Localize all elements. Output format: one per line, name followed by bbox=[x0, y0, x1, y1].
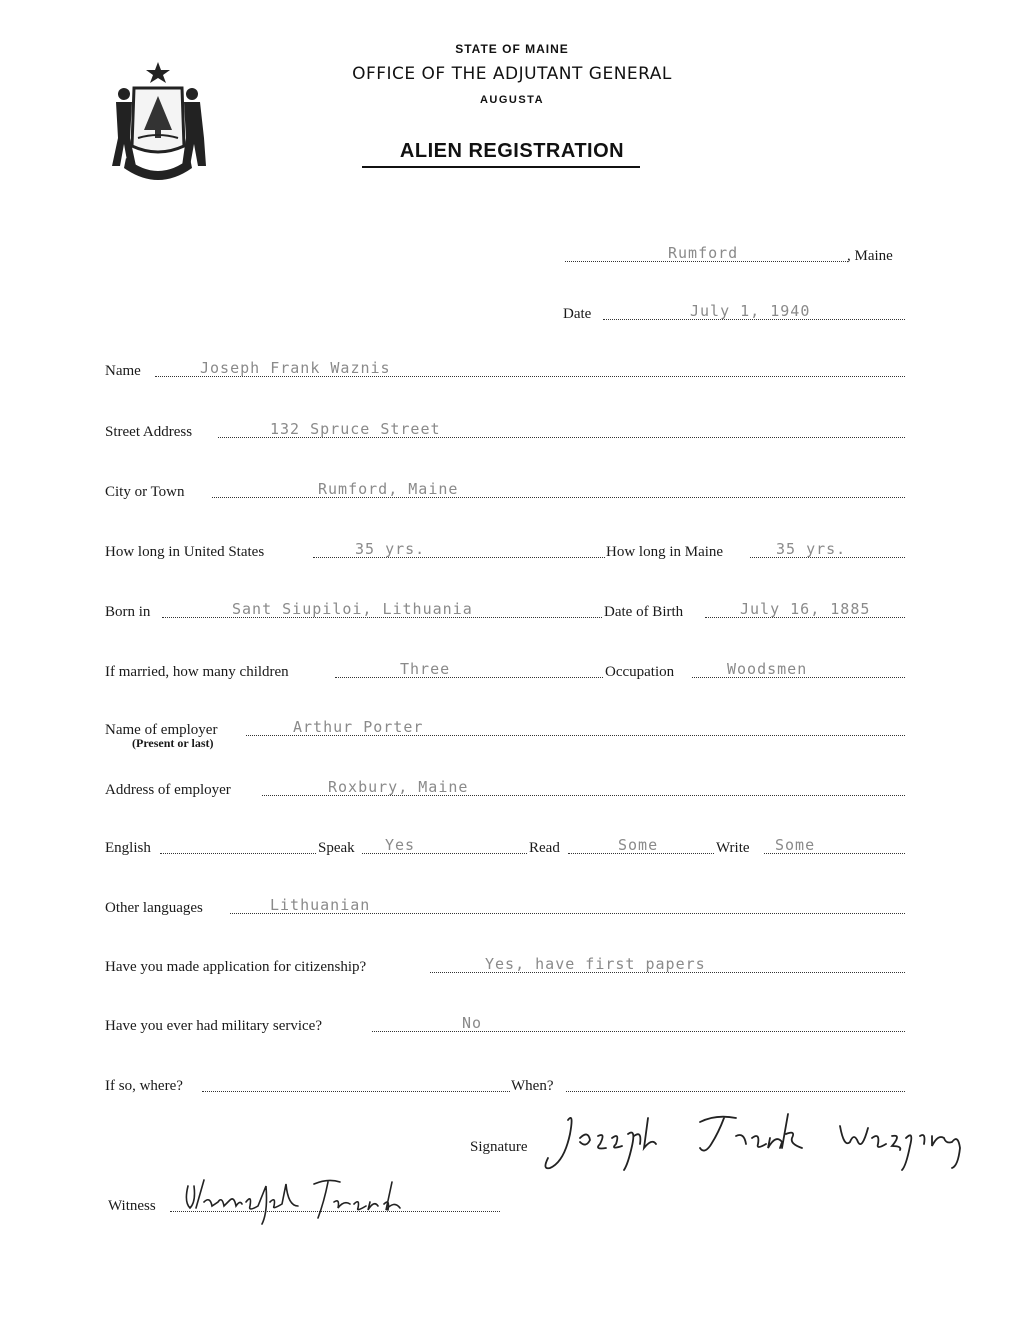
location-row bbox=[0, 240, 1024, 264]
birth-row bbox=[0, 596, 1024, 620]
employer-value: Arthur Porter bbox=[293, 718, 424, 736]
english-row bbox=[0, 832, 1024, 856]
employer-label: Name of employer bbox=[105, 722, 218, 738]
military-line bbox=[372, 1031, 905, 1032]
witness-label: Witness bbox=[108, 1198, 156, 1214]
children-label: If married, how many children bbox=[105, 664, 289, 680]
city-line bbox=[212, 497, 905, 498]
speak-label: Speak bbox=[318, 840, 355, 856]
citizenship-label: Have you made application for citizenship? bbox=[105, 959, 367, 975]
english-line bbox=[160, 853, 316, 854]
birth-date-value: July 16, 1885 bbox=[740, 600, 871, 618]
military-value: No bbox=[462, 1014, 483, 1032]
speak-value: Yes bbox=[385, 836, 416, 854]
employer-row bbox=[0, 714, 1024, 738]
witness-handwriting-icon bbox=[178, 1172, 408, 1232]
birth-date-label: Date of Birth bbox=[604, 604, 684, 620]
witness-row bbox=[0, 1190, 1024, 1214]
languages-row bbox=[0, 892, 1024, 916]
family-row bbox=[0, 656, 1024, 680]
name-value: Joseph Frank Waznis bbox=[200, 359, 391, 377]
title-underline bbox=[362, 166, 640, 168]
header-office: OFFICE OF THE ADJUTANT GENERAL bbox=[352, 64, 672, 84]
signature-label: Signature bbox=[470, 1139, 528, 1155]
date-label: Date bbox=[563, 306, 592, 322]
seal-motto: DIRIGO bbox=[143, 158, 181, 168]
date-row bbox=[0, 298, 1024, 322]
english-label: English bbox=[105, 840, 151, 856]
street-label: Street Address bbox=[105, 424, 193, 440]
location-value: Rumford bbox=[668, 244, 739, 262]
city-row bbox=[0, 476, 1024, 500]
write-value: Some bbox=[775, 836, 816, 854]
location-suffix: , Maine bbox=[847, 248, 893, 264]
military-row bbox=[0, 1010, 1024, 1034]
employer-address-row bbox=[0, 774, 1024, 798]
form-title: ALIEN REGISTRATION bbox=[399, 140, 625, 162]
occupation-label: Occupation bbox=[605, 664, 675, 680]
other-languages-value: Lithuanian bbox=[270, 896, 371, 914]
name-row bbox=[0, 355, 1024, 379]
born-in-value: Sant Siupiloi, Lithuania bbox=[232, 600, 473, 618]
citizenship-row bbox=[0, 951, 1024, 975]
children-line bbox=[335, 677, 603, 678]
employer-address-value: Roxbury, Maine bbox=[328, 778, 469, 796]
read-label: Read bbox=[529, 840, 560, 856]
other-languages-label: Other languages bbox=[105, 900, 203, 916]
where-label: If so, where? bbox=[105, 1078, 183, 1094]
service-location-row bbox=[0, 1070, 1024, 1094]
employer-sublabel: (Present or last) bbox=[132, 736, 214, 750]
military-label: Have you ever had military service? bbox=[105, 1018, 322, 1034]
name-label: Name bbox=[105, 363, 141, 379]
header-state: STATE OF MAINE bbox=[455, 42, 569, 56]
us-duration-value: 35 yrs. bbox=[355, 540, 426, 558]
citizenship-value: Yes, have first papers bbox=[485, 955, 706, 973]
duration-row bbox=[0, 536, 1024, 560]
date-value: July 1, 1940 bbox=[690, 302, 811, 320]
street-value: 132 Spruce Street bbox=[270, 420, 441, 438]
write-label: Write bbox=[716, 840, 750, 856]
signature-handwriting-icon bbox=[540, 1104, 990, 1174]
street-row bbox=[0, 416, 1024, 440]
header-city: AUGUSTA bbox=[479, 94, 545, 106]
us-duration-label: How long in United States bbox=[105, 544, 265, 560]
read-value: Some bbox=[618, 836, 659, 854]
children-value: Three bbox=[400, 660, 451, 678]
city-value: Rumford, Maine bbox=[318, 480, 459, 498]
maine-duration-label: How long in Maine bbox=[606, 544, 724, 560]
employer-address-label: Address of employer bbox=[105, 782, 231, 798]
when-label: When? bbox=[511, 1078, 554, 1094]
city-label: City or Town bbox=[105, 484, 185, 500]
born-in-label: Born in bbox=[105, 604, 151, 620]
occupation-value: Woodsmen bbox=[727, 660, 808, 678]
when-line bbox=[566, 1091, 905, 1092]
where-line bbox=[202, 1091, 510, 1092]
maine-duration-value: 35 yrs. bbox=[776, 540, 847, 558]
